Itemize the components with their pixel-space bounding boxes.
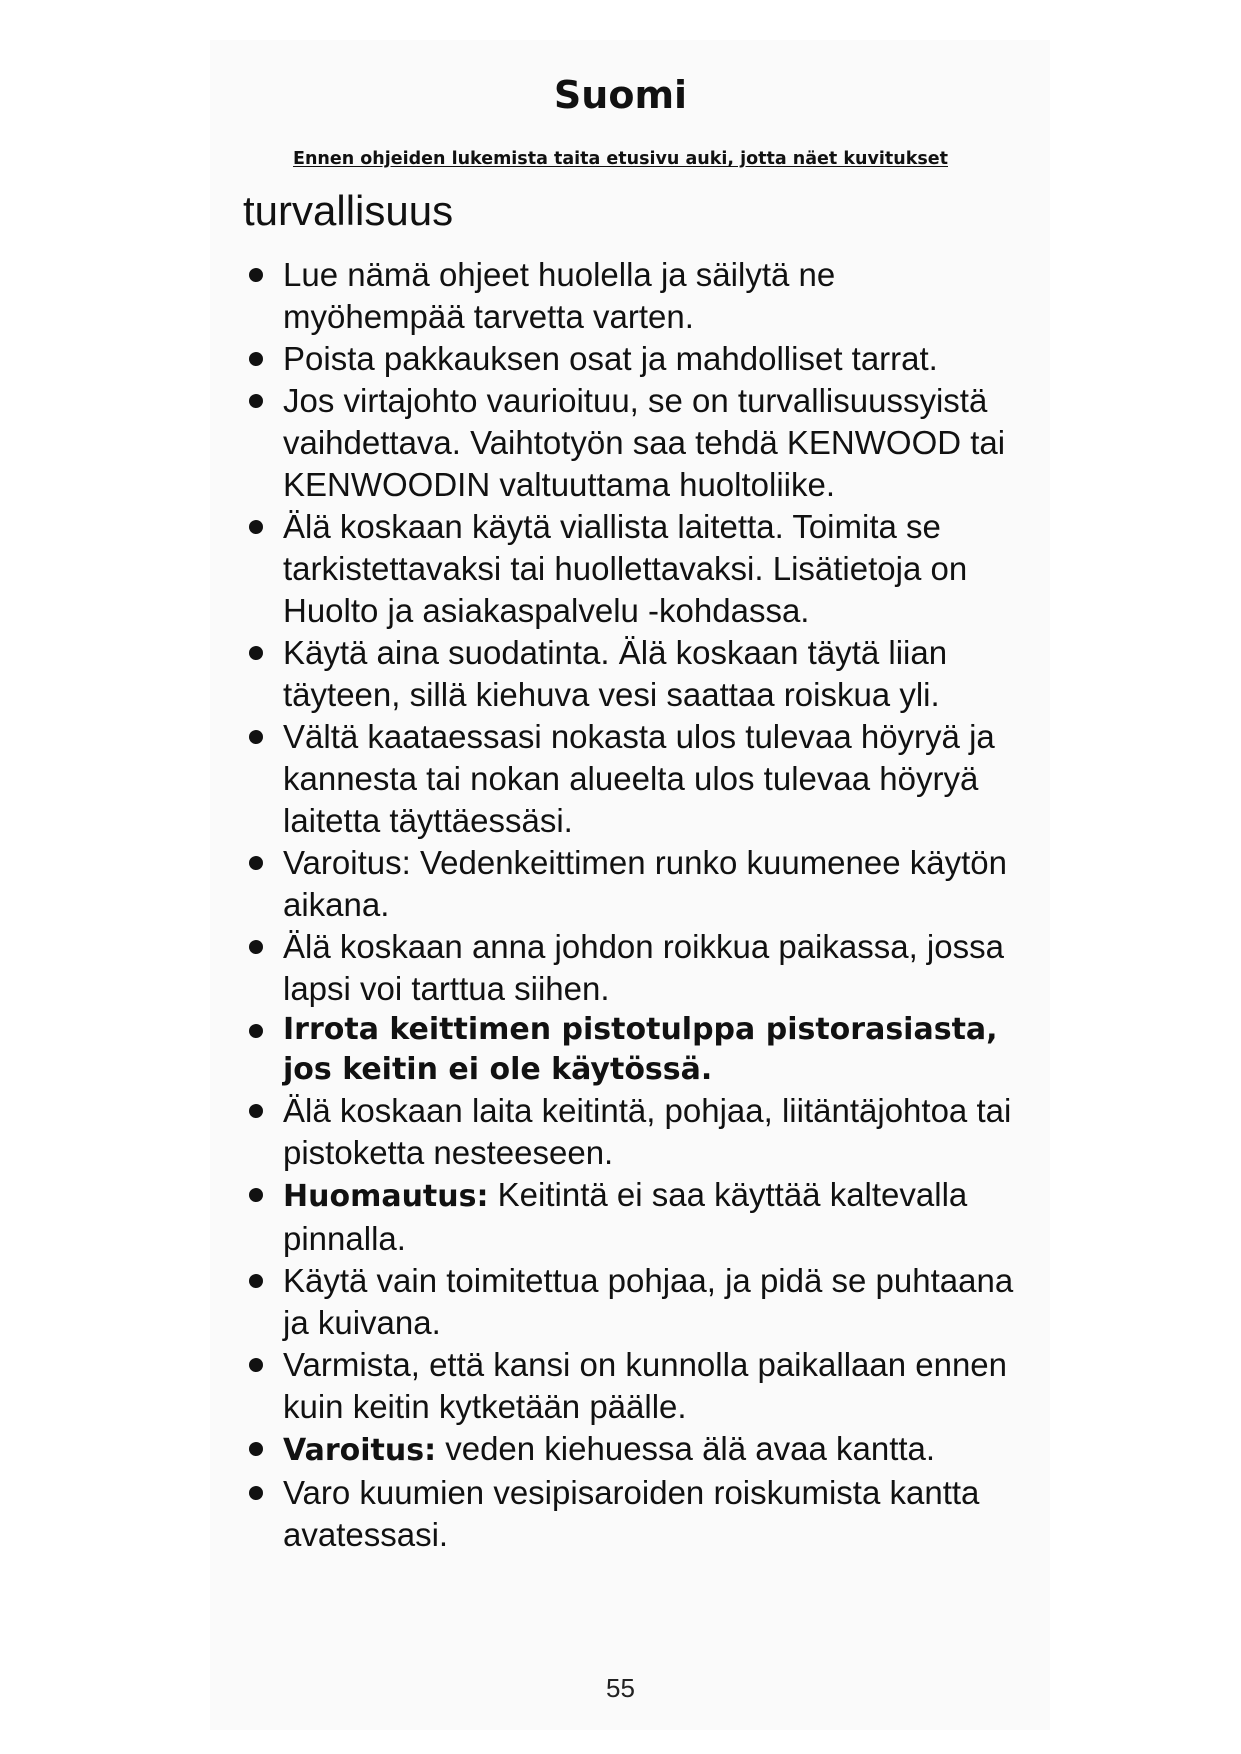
safety-item-9: [243, 1010, 1023, 1090]
bullet-icon: [249, 1104, 263, 1118]
note-label: Huomautus:: [283, 1179, 489, 1214]
bullet-icon: [249, 646, 263, 660]
safety-item-text: Älä koskaan anna johdon roikkua paikassa, jossa lapsi voi tarttua siihen.: [283, 928, 1004, 1007]
safety-item-7: [243, 842, 1023, 926]
safety-item-text: Käytä aina suodatinta. Älä koskaan täytä liian täyteen, sillä kiehuva vesi saattaa roiskua yli.: [283, 634, 948, 713]
safety-item-text: Jos virtajohto vaurioituu, se on turvallisuussyistä vaihdettava. Vaihtotyön saa tehdä KENWOOD tai KENWOODIN valtuuttama huoltoliike.: [283, 382, 1006, 503]
safety-item-text: Varoitus: Vedenkeittimen runko kuumenee käytön aikana.: [283, 844, 1007, 923]
safety-item-12: [243, 1260, 1023, 1344]
bullet-icon: [249, 856, 263, 870]
language-title: Suomi: [553, 73, 688, 117]
safety-item-text: Älä koskaan laita keitintä, pohjaa, liitäntäjohtoa tai pistoketta nesteeseen.: [283, 1092, 1012, 1171]
safety-item-3: [243, 380, 1023, 506]
bullet-icon: [249, 520, 263, 534]
safety-item-text-bold: Irrota keittimen pistotulppa pistorasiasta, jos keitin ei ole käytössä.: [283, 1012, 998, 1087]
safety-item-text: Vältä kaataessasi nokasta ulos tulevaa höyryä ja kannesta tai nokan alueelta ulos tulevaa höyryä laitetta täyttäessäsi.: [283, 718, 995, 839]
safety-item-8: [243, 926, 1023, 1010]
bullet-icon: [249, 940, 263, 954]
safety-item-text: [283, 1428, 1023, 1472]
bullet-icon: [249, 394, 263, 408]
bullet-icon: [249, 1486, 263, 1500]
safety-item-5: [243, 632, 1023, 716]
section-heading-safety: turvallisuus: [243, 187, 454, 234]
safety-item-10: [243, 1090, 1023, 1174]
safety-item-6: [243, 716, 1023, 842]
warning-text: veden kiehuessa älä avaa kantta.: [436, 1430, 936, 1467]
safety-list: [243, 254, 1023, 1556]
safety-item-text: Varmista, että kansi on kunnolla paikallaan ennen kuin keitin kytketään päälle.: [283, 1346, 1008, 1425]
safety-item-15: [243, 1472, 1023, 1556]
bullet-icon: [249, 730, 263, 744]
bullet-icon: [249, 1274, 263, 1288]
safety-item-text: Käytä vain toimitettua pohjaa, ja pidä se puhtaana ja kuivana.: [283, 1262, 1014, 1341]
safety-item-text: Varo kuumien vesipisaroiden roiskumista kantta avatessasi.: [283, 1474, 980, 1553]
bullet-icon: [249, 352, 263, 366]
safety-item-13: [243, 1344, 1023, 1428]
safety-item-text: [283, 1174, 1023, 1260]
warning-label: Varoitus:: [283, 1433, 437, 1468]
safety-item-2: [243, 338, 1023, 380]
bullet-icon: [249, 268, 263, 282]
safety-item-text: Poista pakkauksen osat ja mahdolliset tarrat.: [283, 340, 938, 377]
safety-item-4: [243, 506, 1023, 632]
bullet-icon: [249, 1442, 263, 1456]
page-number: 55: [606, 1673, 635, 1703]
safety-item-text: Älä koskaan käytä viallista laitetta. Toimita se tarkistettavaksi tai huollettavaksi. Lisätietoja on Huolto ja asiakaspalvelu -kohdassa.: [283, 508, 968, 629]
safety-item-11: [243, 1174, 1023, 1260]
note-text: Keitintä ei saa käyttää kaltevalla pinnalla.: [283, 1176, 968, 1257]
bullet-icon: [249, 1024, 263, 1038]
safety-item-text: Lue nämä ohjeet huolella ja säilytä ne myöhempää tarvetta varten.: [283, 256, 836, 335]
fold-out-notice: Ennen ohjeiden lukemista taita etusivu auki, jotta näet kuvitukset: [292, 149, 948, 169]
safety-item-1: [243, 254, 1023, 338]
bullet-icon: [249, 1358, 263, 1372]
bullet-icon: [249, 1188, 263, 1202]
safety-item-14: [243, 1428, 1023, 1472]
